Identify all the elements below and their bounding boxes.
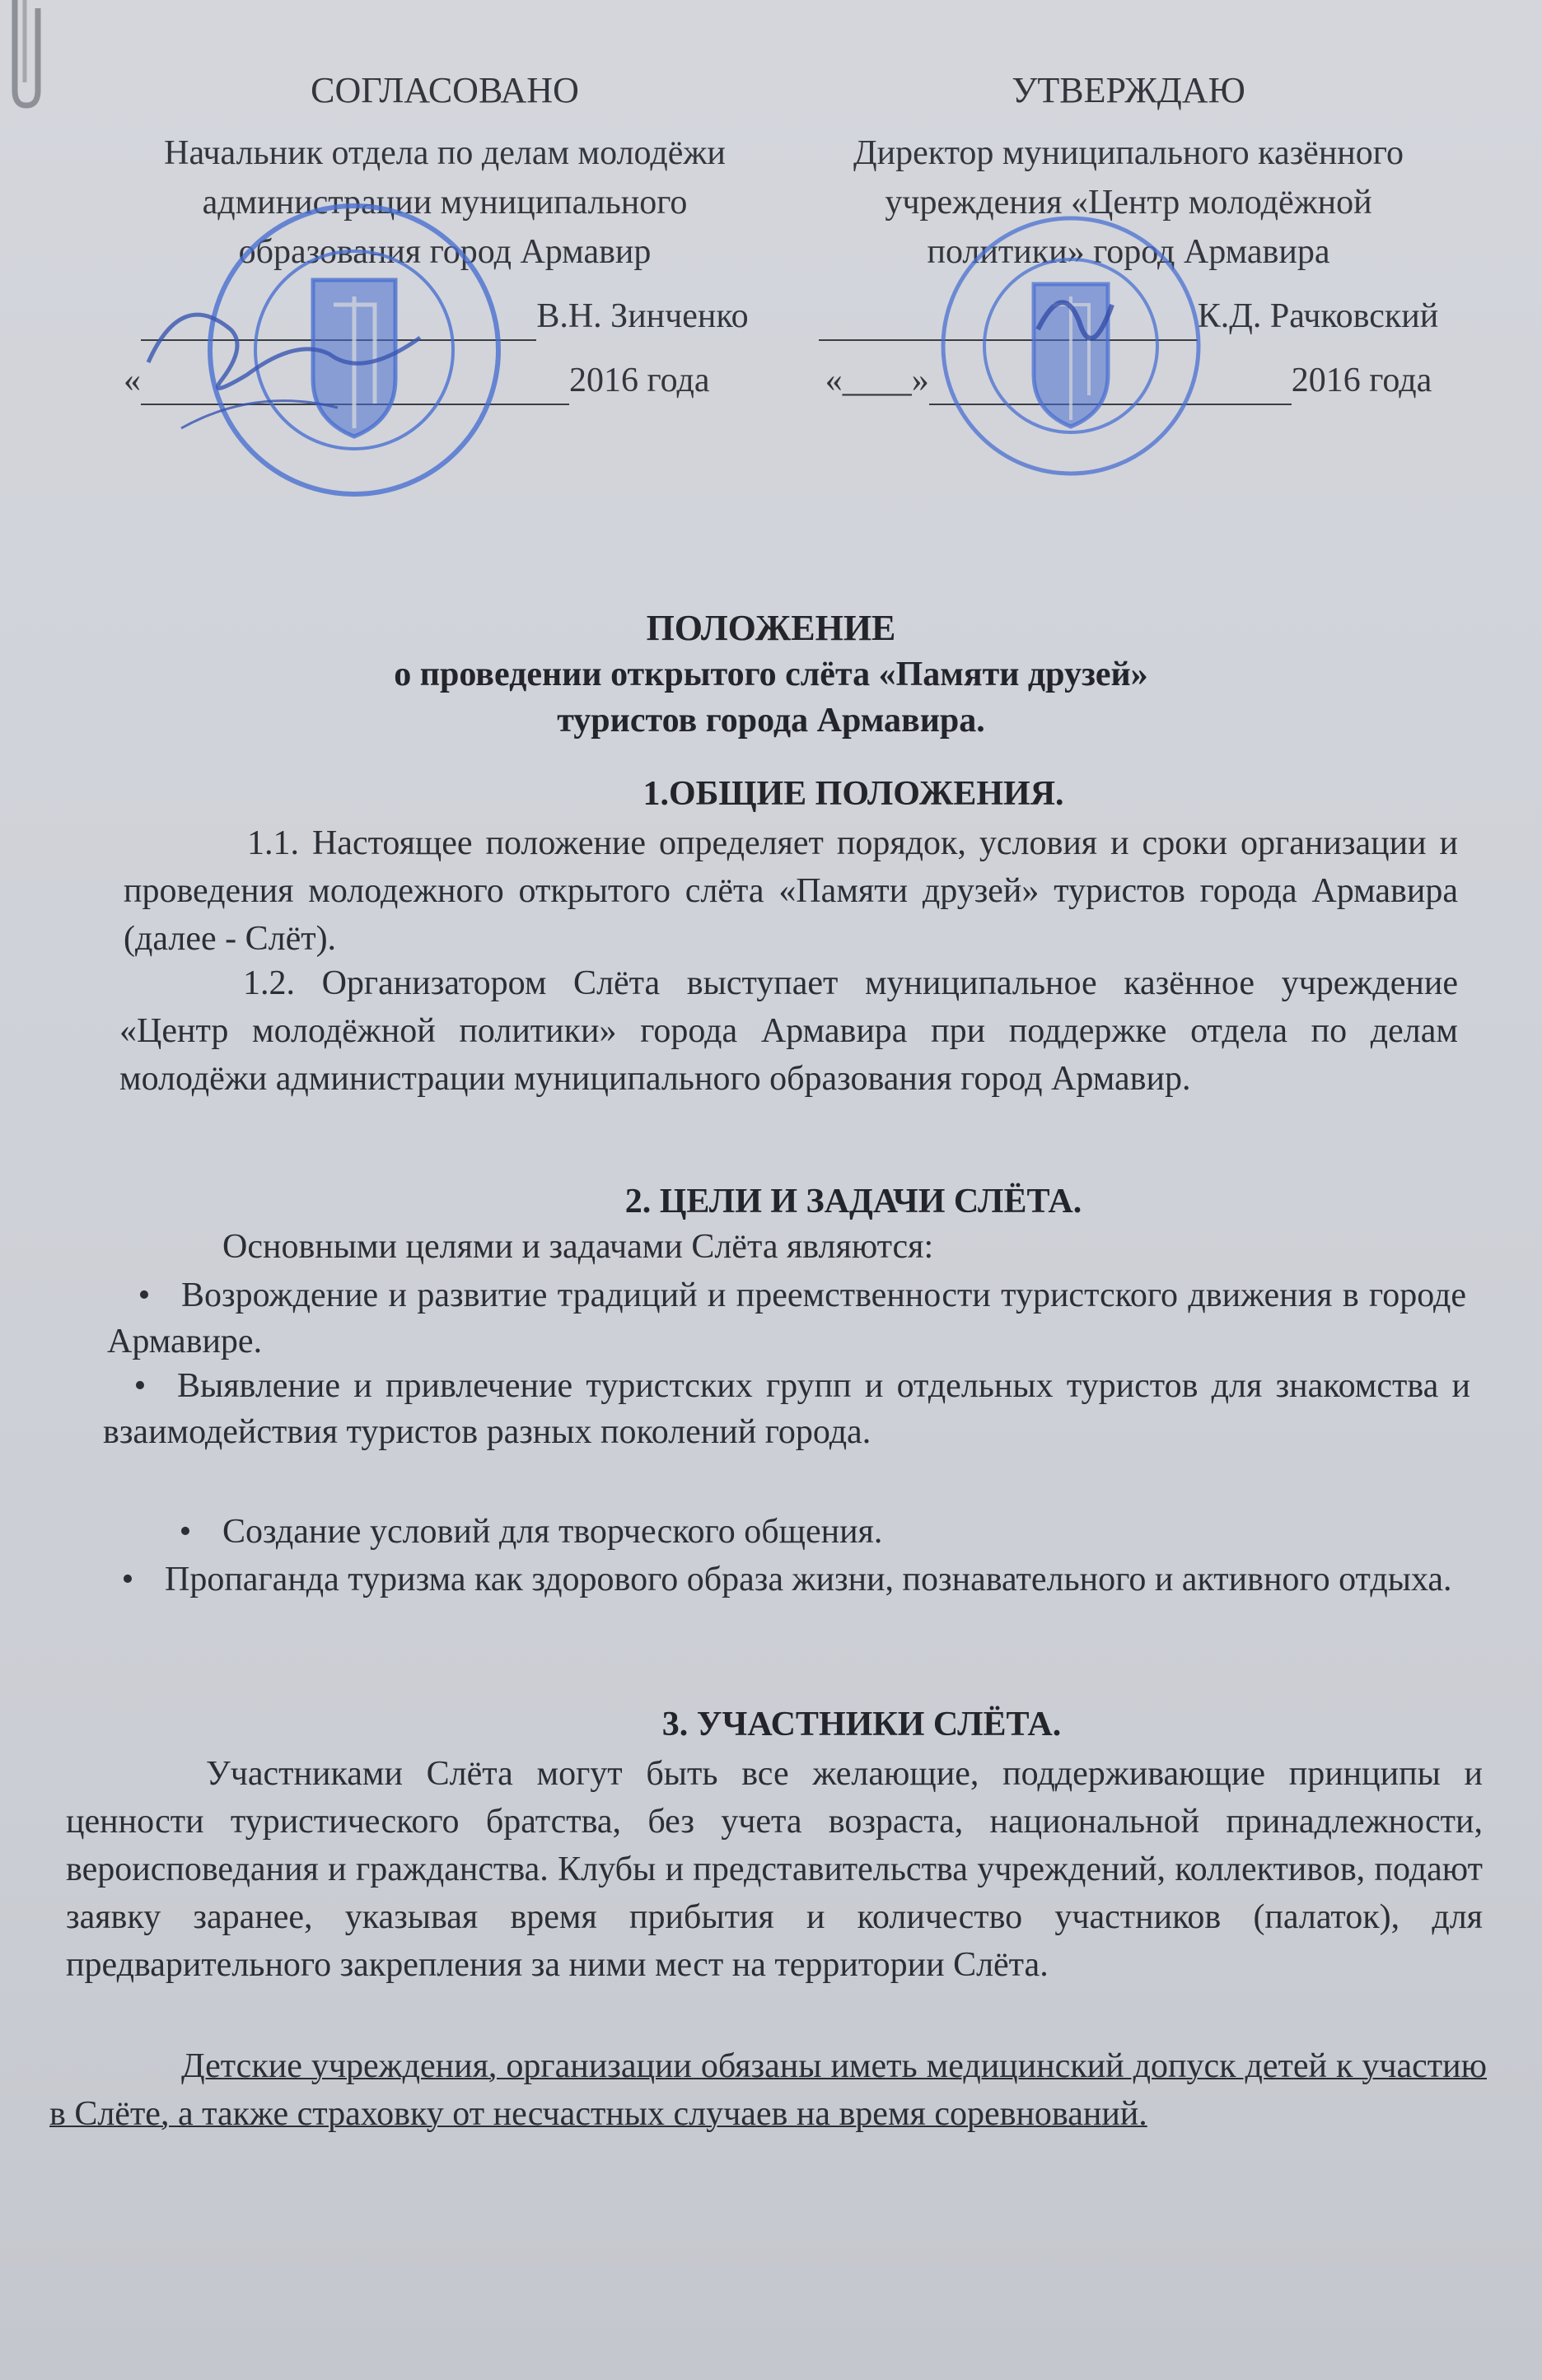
section-1-paragraph-2 [119,959,1458,1103]
section-1-p1-text: 1.1. Настоящее положение определяет порядок, условия и сроки организации и проведения молодежного открытого слёта «Памяти друзей» туристов города Армавира (далее - Слёт). [124,824,1458,958]
bullet-4-text: Пропаганда туризма как здорового образа жизни, познавательного и активного отдыха. [165,1561,1452,1598]
section-3-p1-text: Участниками Слёта могут быть все желающие, поддерживающие принципы и ценности туристического братства, без учета возраста, национальной принадлежности, вероисповедания и гражданства. Клубы и представительства учреждений, коллективов, подают заявку заранее, указывая время прибытия и количество участников (палаток), для предварительного закрепления за ними мест на территории Слёта. [66,1755,1483,1984]
section-1-p2-text: 1.2. Организатором Слёта выступает муниципальное казённое учреждение «Центр молодёжной политики» города Армавира при поддержке отдела по делам молодёжи администрации муниципального образования город Армавир. [119,964,1458,1098]
bullet-2-text: Выявление и привлечение туристских групп и отдельных туристов для знакомства и взаимодействия туристов разных поколений города. [103,1367,1470,1451]
section-3-heading: 3. УЧАСТНИКИ СЛЁТА. [661,1706,1062,1743]
approval-position-left: Начальник отдела по делам молодёжи администрации муниципального образования город Армавир [164,134,726,271]
approval-position-right: Директор муниципального казённого учреждения «Центр молодёжной политики» город Армавира [853,134,1404,271]
section-2-intro: Основными целями и задачами Слёта являются: [222,1228,934,1266]
section-3-paragraph-1 [66,1750,1483,1989]
bullet-dot-icon: • [133,1367,147,1405]
approval-heading-right: УТВЕРЖДАЮ [1012,70,1245,110]
title-line-1: ПОЛОЖЕНИЕ [646,608,896,648]
bullet-1-text: Возрождение и развитие традиций и преемственности туристского движения в городе Армавире. [107,1276,1466,1360]
date-suffix-right: 2016 года [1291,362,1432,399]
bullet-3-text: Создание условий для творческого общения. [222,1513,883,1551]
date-day-right: «____» [825,362,929,399]
section-3-paragraph-2 [49,2042,1487,2138]
bullet-dot-icon: • [179,1513,192,1551]
section-2-bullet-1 [107,1272,1466,1365]
document-title [0,605,1542,744]
official-stamp-right-icon [923,206,1219,486]
paper-clip-icon [0,0,49,115]
date-prefix-left: « [124,362,141,399]
section-2-heading: 2. ЦЕЛИ И ЗАДАЧИ СЛЁТА. [624,1183,1082,1220]
section-1-heading: 1.ОБЩИЕ ПОЛОЖЕНИЯ. [642,775,1064,813]
date-suffix-left: 2016 года [569,362,710,399]
section-3-p2-text: Детские учреждения, организации обязаны иметь медицинский допуск детей к участию в Слёте, а также страховку от несчастных случаев на время соревнований. [49,2047,1487,2133]
title-line-3: туристов города Армавира. [557,702,985,740]
official-stamp-left-icon [132,189,511,519]
approval-signer-left: В.Н. Зинченко [536,297,749,335]
approval-signer-right: К.Д. Рачковский [1197,297,1439,335]
approval-heading-left: СОГЛАСОВАНО [311,70,579,110]
title-line-2: о проведении открытого слёта «Памяти друзей» [394,656,1148,693]
section-2-bullet-4 [91,1556,1474,1603]
bullet-dot-icon: • [121,1561,134,1598]
section-1-paragraph-1 [124,819,1458,963]
section-2-bullet-3 [148,1509,1466,1555]
bullet-dot-icon: • [138,1276,151,1314]
section-2-bullet-2 [103,1363,1470,1455]
